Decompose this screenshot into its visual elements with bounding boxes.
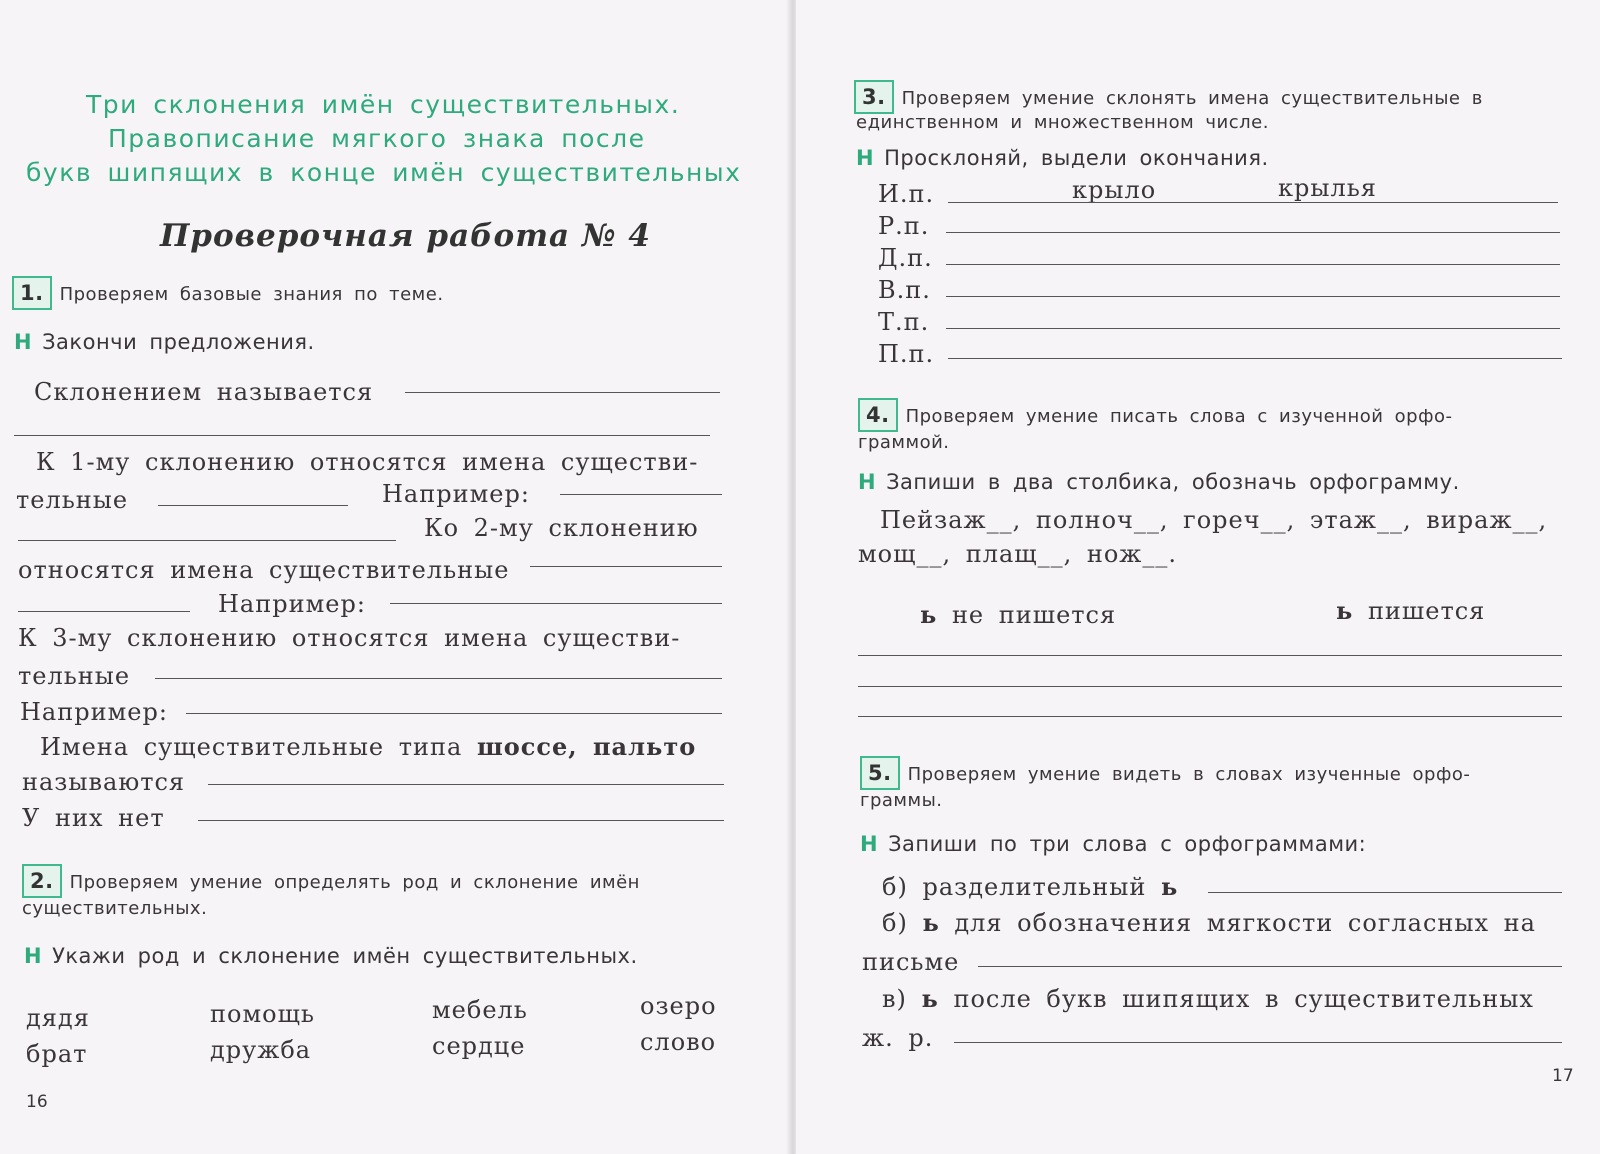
word: полноч bbox=[1035, 506, 1134, 534]
case-label: И.п. bbox=[878, 180, 935, 208]
item-prefix: б) bbox=[882, 873, 908, 901]
item2-text: для обозначения мягкости согласных на bbox=[954, 909, 1536, 937]
task5-item3 bbox=[882, 984, 1534, 1013]
answer-line[interactable] bbox=[198, 820, 724, 821]
t1-line2c: Например: bbox=[382, 480, 530, 508]
soft-sign: ь bbox=[1160, 872, 1179, 901]
right-page bbox=[796, 0, 1600, 1154]
word: мощ bbox=[858, 540, 917, 568]
word-plural: крылья bbox=[1278, 174, 1377, 202]
word: мебель bbox=[432, 996, 528, 1024]
word-singular: крыло bbox=[1072, 176, 1157, 204]
word: этаж bbox=[1309, 506, 1377, 534]
soft-sign: ь bbox=[920, 600, 938, 629]
answer-line[interactable] bbox=[14, 435, 710, 436]
task2-text-1: Проверяем умение определять род и склонение имён bbox=[69, 872, 640, 893]
word: гореч bbox=[1183, 506, 1261, 534]
t1-line4a: К 3-му склонению относятся имена существи- bbox=[18, 624, 681, 652]
word: плащ bbox=[965, 540, 1038, 568]
t1-line4b: тельные bbox=[18, 662, 131, 690]
item-prefix: б) bbox=[882, 909, 908, 937]
item3-text: после букв шипящих в существительных bbox=[953, 985, 1534, 1013]
work-title: Проверочная работа № 4 bbox=[160, 218, 651, 254]
soft-sign: ь bbox=[921, 984, 939, 1013]
task1-text: Проверяем базовые знания по теме. bbox=[59, 284, 444, 305]
task2-number: 2. bbox=[22, 864, 62, 898]
answer-line[interactable] bbox=[954, 1042, 1562, 1043]
page-number-right: 17 bbox=[1552, 1066, 1574, 1086]
case-label: Д.п. bbox=[878, 244, 933, 272]
word: дружба bbox=[210, 1036, 312, 1064]
answer-line[interactable] bbox=[946, 328, 1560, 329]
item-prefix: в) bbox=[882, 985, 907, 1013]
answer-line[interactable] bbox=[208, 784, 724, 785]
page-number-left: 16 bbox=[26, 1092, 48, 1112]
word: слово bbox=[640, 1028, 717, 1056]
col2-label: пишется bbox=[1367, 597, 1486, 625]
word: Пейзаж bbox=[880, 506, 987, 534]
task1-instruction-text: Закончи предложения. bbox=[42, 330, 315, 354]
answer-line[interactable] bbox=[858, 655, 1562, 656]
item1-text: разделительный bbox=[922, 873, 1147, 901]
task3-text-2: единственном и множественном числе. bbox=[856, 112, 1269, 133]
task3-instruction-text: Просклоняй, выдели окончания. bbox=[884, 146, 1269, 170]
answer-line[interactable] bbox=[155, 678, 722, 679]
case-label: В.п. bbox=[878, 276, 931, 304]
task5-number: 5. bbox=[860, 756, 900, 790]
task3-header bbox=[854, 80, 1483, 114]
t1-line2a: К 1-му склонению относятся имена существи- bbox=[36, 448, 699, 476]
t1-line3b: Например: bbox=[218, 590, 366, 618]
answer-line[interactable] bbox=[946, 264, 1560, 265]
answer-line[interactable] bbox=[18, 611, 190, 612]
task5-item2-cont: письме bbox=[862, 948, 960, 976]
word: нож bbox=[1086, 540, 1143, 568]
t1-line5a: Имена существительные типа bbox=[40, 733, 463, 761]
word: озеро bbox=[640, 992, 717, 1020]
answer-line[interactable] bbox=[978, 966, 1562, 967]
task5-instruction bbox=[860, 832, 1366, 856]
task3-number: 3. bbox=[854, 80, 894, 114]
task3-instruction bbox=[856, 146, 1269, 170]
task4-text-1: Проверяем умение писать слова с изученной орфо- bbox=[905, 406, 1453, 427]
column-header-1 bbox=[920, 600, 1116, 629]
task4-marker: Н bbox=[858, 470, 877, 494]
title-line-1: Три склонения имён существительных. bbox=[86, 90, 681, 119]
task4-words-line1: Пейзаж__, полноч__, гореч__, этаж__, вираж__, bbox=[880, 506, 1548, 534]
task5-text-2: граммы. bbox=[860, 790, 943, 811]
word: брат bbox=[26, 1040, 88, 1068]
task4-number: 4. bbox=[858, 398, 898, 432]
t1-line5 bbox=[40, 732, 696, 761]
task2-marker: Н bbox=[24, 944, 43, 968]
answer-line[interactable] bbox=[560, 494, 722, 495]
t1-line1: Склонением называется bbox=[34, 378, 374, 406]
answer-line[interactable] bbox=[858, 716, 1562, 717]
t1-line5b: шоссе, пальто bbox=[476, 732, 697, 761]
left-page bbox=[0, 0, 790, 1154]
t1-line2d: Ко 2-му склонению bbox=[424, 514, 699, 542]
title-line-3: букв шипящих в конце имён существительных bbox=[26, 158, 742, 187]
task2-text-2: существительных. bbox=[22, 898, 208, 919]
answer-line[interactable] bbox=[18, 540, 396, 541]
t1-line4c: Например: bbox=[20, 698, 168, 726]
answer-line[interactable] bbox=[946, 296, 1560, 297]
answer-line[interactable] bbox=[948, 358, 1562, 359]
task5-text-1: Проверяем умение видеть в словах изученные орфо- bbox=[907, 764, 1471, 785]
t1-line5c: называются bbox=[22, 768, 186, 796]
task1-header bbox=[12, 276, 444, 310]
t1-line2b: тельные bbox=[16, 486, 129, 514]
word: вираж bbox=[1426, 506, 1513, 534]
answer-line[interactable] bbox=[530, 566, 722, 567]
word: помощь bbox=[210, 1000, 315, 1028]
task3-marker: Н bbox=[856, 146, 875, 170]
case-label: Р.п. bbox=[878, 212, 930, 240]
task5-item2 bbox=[882, 908, 1536, 937]
case-label: Т.п. bbox=[878, 308, 930, 336]
soft-sign: ь bbox=[1336, 596, 1354, 625]
answer-line[interactable] bbox=[390, 603, 722, 604]
task5-item1 bbox=[882, 872, 1178, 901]
word: сердце bbox=[432, 1032, 526, 1060]
answer-line[interactable] bbox=[186, 713, 722, 714]
task2-instruction-text: Укажи род и склонение имён существительных. bbox=[52, 944, 638, 968]
title-line-2: Правописание мягкого знака после bbox=[108, 124, 646, 153]
answer-line[interactable] bbox=[1208, 892, 1562, 893]
task5-header bbox=[860, 756, 1470, 790]
task4-header bbox=[858, 398, 1453, 432]
task4-words-line2: мощ__, плащ__, нож__. bbox=[858, 540, 1178, 568]
case-label: П.п. bbox=[878, 340, 935, 368]
answer-line[interactable] bbox=[858, 686, 1562, 687]
task4-text-2: граммой. bbox=[858, 432, 950, 453]
answer-line[interactable] bbox=[948, 202, 1558, 203]
task5-instruction-text: Запиши по три слова с орфограммами: bbox=[888, 832, 1367, 856]
t1-line3a: относятся имена существительные bbox=[18, 556, 510, 584]
col1-label: не пишется bbox=[951, 601, 1117, 629]
answer-line[interactable] bbox=[158, 505, 348, 506]
word: дядя bbox=[26, 1004, 90, 1032]
task3-text-1: Проверяем умение склонять имена существительные в bbox=[901, 88, 1483, 109]
task4-instruction bbox=[858, 470, 1460, 494]
task2-header bbox=[22, 864, 640, 898]
answer-line[interactable] bbox=[946, 232, 1560, 233]
t1-line6: У них нет bbox=[22, 804, 165, 832]
task1-number: 1. bbox=[12, 276, 52, 310]
task5-item3-cont: ж. р. bbox=[862, 1024, 934, 1052]
task2-instruction bbox=[24, 944, 638, 968]
answer-line[interactable] bbox=[405, 392, 720, 393]
task1-instruction bbox=[14, 330, 315, 354]
task4-instruction-text: Запиши в два столбика, обозначь орфограмму. bbox=[886, 470, 1460, 494]
task5-marker: Н bbox=[860, 832, 879, 856]
task1-marker: Н bbox=[14, 330, 33, 354]
soft-sign: ь bbox=[922, 908, 940, 937]
column-header-2 bbox=[1336, 596, 1485, 625]
